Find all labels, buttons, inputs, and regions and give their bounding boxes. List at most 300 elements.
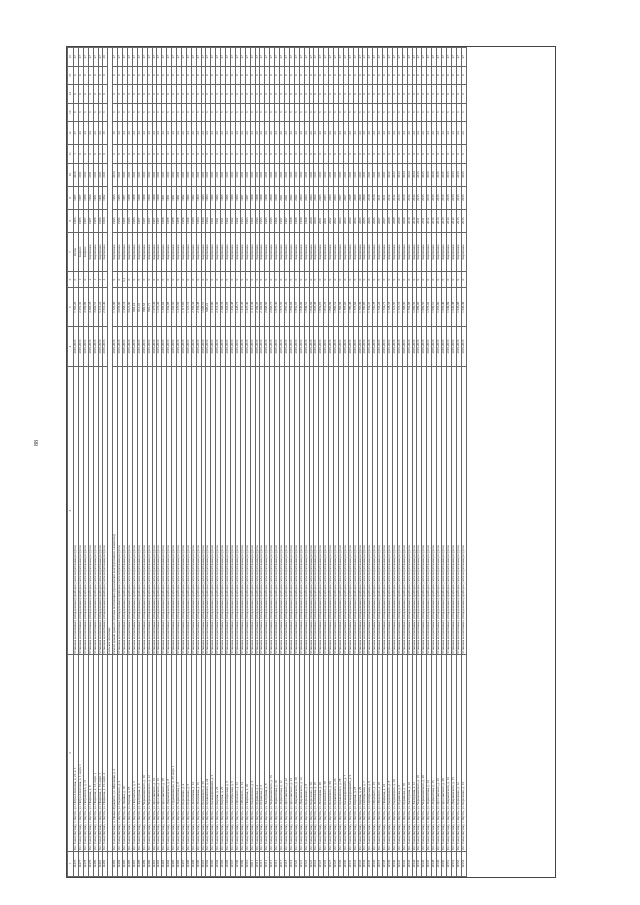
table-cell: 0	[309, 145, 314, 163]
table-cell: 3	[147, 103, 152, 121]
table-cell: 3	[226, 103, 231, 121]
table-cell: 0	[343, 145, 348, 163]
table-cell: 3	[98, 103, 103, 121]
table-cell: 1993	[245, 209, 250, 232]
table-cell: 0	[123, 66, 128, 84]
table-cell: 0	[319, 66, 324, 84]
table-cell: 24	[446, 122, 451, 145]
table-cell: 2016	[451, 163, 456, 186]
table-cell: 1 800,14	[334, 288, 339, 327]
table-cell: 27	[388, 48, 393, 67]
table-cell: 0	[270, 85, 275, 103]
address-cell: Рес. Саха (Якутия), г. Якутск, ул. Ойунского, д. 14	[240, 655, 245, 851]
table-cell: 0	[162, 145, 167, 163]
table-cell: 27	[314, 48, 319, 67]
table-cell: 0	[407, 272, 412, 288]
table-cell: 27	[451, 48, 456, 67]
table-cell: Кирпичное	[461, 232, 466, 271]
table-cell: 0	[250, 272, 255, 288]
table-cell: 0	[388, 272, 393, 288]
table-cell: 27	[231, 48, 236, 67]
table-cell: 14533	[358, 851, 363, 876]
table-cell: 0	[83, 272, 88, 288]
table-cell: 2006	[373, 209, 378, 232]
work-type-cell: Установка коллективных (общедомовых) приборов учета потребления ресурсов	[402, 366, 407, 655]
table-cell: 14490	[147, 851, 152, 876]
table-cell: 2016	[461, 163, 466, 186]
table-cell: 0	[142, 145, 147, 163]
table-cell: 3	[284, 103, 289, 121]
table-cell: 0	[334, 272, 339, 288]
table-cell: 2016-2016	[191, 327, 196, 366]
table-cell: 2011	[177, 163, 182, 186]
work-type-cell: Установка коллективных (общедомовых) приборов учета потребления ресурсов	[157, 366, 162, 655]
table-cell: 0	[74, 103, 79, 121]
table-cell: 0	[157, 85, 162, 103]
address-cell: Рес. Саха (Якутия), г. Якутск, ул. Каландаришвили, д. 9	[348, 655, 353, 851]
table-cell: 27	[196, 48, 201, 67]
table-cell: 2002	[294, 186, 299, 209]
work-type-cell: Установка коллективных (общедомовых) приборов учета потребления ресурсов	[127, 366, 132, 655]
table-cell: 2011	[191, 163, 196, 186]
table-cell: 1990	[196, 209, 201, 232]
table-cell: 0	[338, 145, 343, 163]
table-cell: 14541	[397, 851, 402, 876]
table-cell: 2014	[412, 186, 417, 209]
table-cell: 1991	[167, 186, 172, 209]
table-cell: Кирпичное	[422, 232, 427, 271]
table-cell: 1998	[289, 209, 294, 232]
work-type-cell: Установка коллективных (общедомовых) приборов учета потребления ресурсов	[98, 366, 103, 655]
table-cell: 2016-2016	[456, 327, 461, 366]
table-cell: Кирпичное	[186, 232, 191, 271]
table-cell: 27	[338, 48, 343, 67]
table-cell: 3	[152, 103, 157, 121]
table-cell: 0	[191, 66, 196, 84]
table-cell: 27	[461, 48, 466, 67]
table-cell: 0	[437, 272, 442, 288]
table-cell: Кирпичное	[231, 232, 236, 271]
table-cell: 0	[226, 85, 231, 103]
table-cell: 2006	[329, 186, 334, 209]
column-header: 8	[68, 209, 74, 232]
table-cell: 1 865,20	[284, 288, 289, 327]
table-cell: 0	[88, 66, 93, 84]
table-cell: 2011	[201, 163, 206, 186]
work-type-cell: Установка коллективных (общедомовых) приборов учета потребления ресурсов	[427, 366, 432, 655]
table-cell: Кирпичное	[132, 232, 137, 271]
table-cell: 14550	[441, 851, 446, 876]
table-cell: 27	[83, 48, 88, 67]
table-cell: 0	[177, 145, 182, 163]
table-cell: 0	[137, 272, 142, 288]
table-cell: 1996	[113, 186, 118, 209]
address-cell: Рес. Саха (Якутия), г. Якутск, ул. Халтурина, д. 8	[265, 655, 270, 851]
table-cell: 1996	[235, 186, 240, 209]
table-cell: 1 643,48	[451, 288, 456, 327]
address-cell: Рес. Саха (Якутия), г. Якутск, ул. Дзержинского, д. 8	[167, 655, 172, 851]
table-cell: Кирпичное	[392, 232, 397, 271]
table-cell: 0	[388, 85, 393, 103]
work-type-cell: Установка коллективных (общедомовых) приборов учета потребления ресурсов	[177, 366, 182, 655]
table-cell: 2011	[353, 163, 358, 186]
table-cell: 0	[456, 85, 461, 103]
table-cell: Бетон	[74, 232, 79, 271]
table-cell: Кирпичное	[201, 232, 206, 271]
table-cell: 2016-2016	[98, 327, 103, 366]
table-cell: 4 569,89	[83, 288, 88, 327]
table-cell: 2011	[152, 163, 157, 186]
table-cell: 2016-2016	[142, 327, 147, 366]
table-cell: 0	[265, 145, 270, 163]
table-cell: 1992	[231, 209, 236, 232]
table-cell: 2016-2016	[196, 327, 201, 366]
table-cell: 27	[358, 48, 363, 67]
table-cell: 0	[113, 272, 118, 288]
table-cell: 2011	[314, 163, 319, 186]
table-cell: 2016	[427, 163, 432, 186]
table-cell: 0	[314, 85, 319, 103]
work-type-cell: Установка коллективных (общедомовых) приборов учета потребления ресурсов	[123, 366, 128, 655]
table-cell: 27	[157, 48, 162, 67]
table-cell: 2011	[363, 163, 368, 186]
table-cell: 1996	[231, 186, 236, 209]
table-cell: 14530	[343, 851, 348, 876]
address-cell: Рес. Саха (Якутия), г. Якутск, ул. Лермонтова, д. 14	[427, 655, 432, 851]
table-cell: 1 676,02	[427, 288, 432, 327]
table-cell: 3	[123, 103, 128, 121]
table-cell: 0	[383, 66, 388, 84]
table-cell: 2011	[98, 163, 103, 186]
work-type-cell: Установка коллективных (общедомовых) приборов учета потребления ресурсов	[461, 366, 466, 655]
work-type-cell: Установка коллективных (общедомовых) приборов учета потребления ресурсов	[334, 366, 339, 655]
address-cell: Рес. Саха (Якутия), г. Якутск, ул. Ярославского, д. 24	[289, 655, 294, 851]
table-cell: 1 708,60	[402, 288, 407, 327]
column-header: 12	[68, 122, 74, 145]
table-cell: 27	[319, 48, 324, 67]
table-cell: 14535	[368, 851, 373, 876]
table-cell: 16	[113, 122, 118, 145]
table-cell: 0	[265, 272, 270, 288]
table-cell: 1987	[157, 209, 162, 232]
work-type-cell: Установка коллективных (общедомовых) приборов учета потребления ресурсов	[388, 366, 393, 655]
table-cell: 14523	[309, 851, 314, 876]
table-cell: 3	[142, 103, 147, 121]
table-cell: Кирпичное	[147, 232, 152, 271]
table-cell: 14478	[83, 851, 88, 876]
table-cell: 27	[412, 48, 417, 67]
table-cell: 1 832,94	[309, 288, 314, 327]
table-cell: 0	[132, 145, 137, 163]
table-cell: 27	[343, 48, 348, 67]
work-type-cell: Установка коллективных (общедомовых) приборов учета потребления ресурсов	[181, 366, 186, 655]
table-cell: 0	[289, 66, 294, 84]
table-cell: 3	[304, 103, 309, 121]
table-cell: 24	[127, 122, 132, 145]
table-cell: 2011	[231, 163, 236, 186]
table-cell: Кирпичное	[373, 232, 378, 271]
table-cell: 0	[113, 66, 118, 84]
table-cell: 3	[456, 103, 461, 121]
table-cell: 2014	[407, 186, 412, 209]
table-cell: 0	[417, 145, 422, 163]
table-cell: 2012	[392, 186, 397, 209]
table-cell: 1999	[299, 209, 304, 232]
table-cell: 24	[83, 122, 88, 145]
table-cell: 27	[98, 48, 103, 67]
address-cell: Рес. Саха (Якутия), г. Якутск, ул. Петровского, д. 3	[132, 655, 137, 851]
table-cell: 1993	[206, 186, 211, 209]
table-cell: 0	[353, 66, 358, 84]
table-cell: 1996	[275, 209, 280, 232]
table-cell: 3	[221, 103, 226, 121]
table-cell: 2016	[74, 163, 79, 186]
table-cell: 27	[132, 48, 137, 67]
table-cell: 14492	[157, 851, 162, 876]
table-cell: 0	[402, 85, 407, 103]
table-cell: 0	[422, 85, 427, 103]
table-cell: 2016-2016	[437, 327, 442, 366]
table-cell: 0	[88, 85, 93, 103]
table-cell: 2 316,80	[211, 288, 216, 327]
table-cell: 0	[437, 85, 442, 103]
table-cell: 0	[446, 85, 451, 103]
table-cell: 0	[348, 85, 353, 103]
table-cell: 0	[147, 85, 152, 103]
table-cell: 0	[289, 272, 294, 288]
column-header: 5	[68, 288, 74, 327]
table-cell: 14551	[446, 851, 451, 876]
work-type-cell: Установка коллективных (общедомовых) приборов учета потребления ресурсов	[289, 366, 294, 655]
table-cell: 0	[221, 272, 226, 288]
table-cell: 1 428,71	[235, 288, 240, 327]
table-cell: 0	[402, 272, 407, 288]
table-cell: 2010	[373, 186, 378, 209]
table-cell: Кирпичное	[294, 232, 299, 271]
table-cell: 2011	[373, 163, 378, 186]
table-cell: 0	[456, 272, 461, 288]
table-cell: Кирпичное	[250, 232, 255, 271]
table-cell: 0	[392, 66, 397, 84]
table-cell: 0	[260, 272, 265, 288]
work-type-cell: Установка коллективных (общедомовых) приборов учета потребления ресурсов	[437, 366, 442, 655]
table-cell: 27	[427, 48, 432, 67]
table-cell: 27	[324, 48, 329, 67]
table-cell: 27	[334, 48, 339, 67]
table-cell: 0	[191, 85, 196, 103]
table-cell: 0	[191, 145, 196, 163]
table-cell: 3	[461, 103, 466, 121]
table-cell: 2015	[456, 209, 461, 232]
table-cell: 14534	[363, 851, 368, 876]
table-cell: 0	[226, 145, 231, 163]
table-cell: 2013	[402, 163, 407, 186]
address-cell: Рес. Саха (Якутия), г. Якутск, ул. Короленко, д. 14	[461, 655, 466, 851]
address-cell: Рес. Саха (Якутия), г. Якутск, ул. Кулаковского, д. 28	[338, 655, 343, 851]
table-cell: 0	[446, 272, 451, 288]
table-cell: 0	[378, 145, 383, 163]
table-cell: 3	[437, 103, 442, 121]
table-cell: 24	[235, 122, 240, 145]
table-cell: 0	[103, 145, 108, 163]
table-cell: 27	[245, 48, 250, 67]
table-cell: 1987	[78, 186, 83, 209]
table-cell: 14496	[177, 851, 182, 876]
table-cell: 0	[167, 272, 172, 288]
work-type-cell: Установка коллективных (общедомовых) приборов учета потребления ресурсов	[407, 366, 412, 655]
table-cell: 0	[127, 85, 132, 103]
table-cell: 2011	[417, 209, 422, 232]
table-cell: 2011	[181, 163, 186, 186]
table-cell: 0	[461, 66, 466, 84]
table-cell: 0	[417, 85, 422, 103]
table-cell: 1994	[216, 186, 221, 209]
table-cell: 0	[142, 66, 147, 84]
table-cell: 0	[319, 85, 324, 103]
table-cell: 2009	[397, 209, 402, 232]
table-cell: 24	[334, 122, 339, 145]
table-cell: Кирпичное	[221, 232, 226, 271]
table-cell: 14509	[240, 851, 245, 876]
table-cell: 2011	[343, 163, 348, 186]
table-cell: 24	[309, 122, 314, 145]
work-type-cell: Установка коллективных (общедомовых) приборов учета потребления ресурсов	[221, 366, 226, 655]
table-cell: 3	[196, 103, 201, 121]
table-cell: 14552	[451, 851, 456, 876]
table-cell: Кирпичное	[118, 232, 123, 271]
table-cell: 14495	[172, 851, 177, 876]
table-cell: 2010	[368, 186, 373, 209]
table-cell: Кирпичное	[142, 232, 147, 271]
table-cell: 3	[412, 103, 417, 121]
table-cell: 2016-2016	[363, 327, 368, 366]
table-cell: 0	[142, 272, 147, 288]
work-type-cell: Установка коллективных (общедомовых) приборов учета потребления ресурсов	[456, 366, 461, 655]
table-cell: 3	[132, 103, 137, 121]
table-cell: 2016-2016	[348, 327, 353, 366]
table-cell: 0	[446, 66, 451, 84]
table-cell: 0	[162, 272, 167, 288]
table-row	[461, 48, 466, 877]
table-cell: 0	[196, 272, 201, 288]
table-cell: 0	[216, 145, 221, 163]
table-cell: 1997	[240, 186, 245, 209]
table-cell: 14543	[407, 851, 412, 876]
table-cell: 0	[196, 85, 201, 103]
address-cell: Рес. Саха (Якутия), г. Якутск, ул. Чернышевского, д. 18	[417, 655, 422, 851]
table-cell: 14476	[74, 851, 79, 876]
table-cell: 0	[127, 145, 132, 163]
table-cell: 1990	[206, 209, 211, 232]
table-cell: 0	[304, 272, 309, 288]
address-cell: Рес. Саха (Якутия), г. Якутск, ул. Кулаковского, д. 24	[206, 655, 211, 851]
table-cell: 14548	[432, 851, 437, 876]
table-cell: 1987	[83, 209, 88, 232]
table-cell: 14502	[206, 851, 211, 876]
table-cell: 24	[88, 122, 93, 145]
table-cell: 2011	[299, 163, 304, 186]
table-cell: 0	[270, 272, 275, 288]
table-cell: 2002	[329, 209, 334, 232]
table-cell: 1989	[142, 186, 147, 209]
table-cell: 2016-2016	[294, 327, 299, 366]
table-cell: 0	[358, 85, 363, 103]
table-cell: 0	[177, 66, 182, 84]
table-cell: 0	[299, 145, 304, 163]
table-cell: 1 117,93	[181, 288, 186, 327]
table-cell: 0	[201, 145, 206, 163]
table-cell: 2011	[127, 163, 132, 186]
table-cell: 0	[181, 272, 186, 288]
table-cell: 0	[392, 272, 397, 288]
table-cell: Кирпичное	[343, 232, 348, 271]
table-cell: 0	[93, 145, 98, 163]
work-type-cell: Установка коллективных (общедомовых) приборов учета потребления ресурсов	[186, 366, 191, 655]
table-cell: 2016-2016	[304, 327, 309, 366]
table-cell: 24	[196, 122, 201, 145]
table-cell: 24	[211, 122, 216, 145]
table-cell: 24	[392, 122, 397, 145]
table-cell: 27	[368, 48, 373, 67]
table-cell: 0	[289, 145, 294, 163]
table-cell: 0	[422, 66, 427, 84]
table-cell: 3	[265, 103, 270, 121]
table-cell: 27	[284, 48, 289, 67]
address-cell: Рес. Саха (Якутия), г. Якутск, ул. Белинского, д. 58	[324, 655, 329, 851]
table-cell: 0	[275, 66, 280, 84]
column-header: 1	[68, 851, 74, 876]
table-cell: 2016	[456, 186, 461, 209]
address-cell: Рес. Саха (Якутия), г. Якутск, ул. Лермонтова, д. 12	[280, 655, 285, 851]
table-cell: 2011	[255, 163, 260, 186]
table-cell: 27	[216, 48, 221, 67]
address-cell: Рес. Саха (Якутия), г. Якутск, ул. Пояркова, д. 8	[88, 655, 93, 851]
address-cell: Рес. Саха (Якутия), г. Якутск, ул. Пояркова, д. 20	[245, 655, 250, 851]
table-cell: Кирпичное	[432, 232, 437, 271]
table-cell: 0	[260, 145, 265, 163]
table-cell: 14483	[113, 851, 118, 876]
table-cell: 3	[407, 103, 412, 121]
table-cell: Кирпичное	[383, 232, 388, 271]
table-cell: 1995	[226, 186, 231, 209]
table-cell: 2016-2016	[231, 327, 236, 366]
table-cell: 2000	[314, 209, 319, 232]
address-cell: Рес. Саха (Якутия), г. Якутск, ул. Белинского, д. 56	[201, 655, 206, 851]
table-cell: 0	[324, 272, 329, 288]
table-cell: 24	[456, 122, 461, 145]
table-cell: 1987	[137, 209, 142, 232]
table-cell: 2016	[451, 186, 456, 209]
table-cell: 3	[245, 103, 250, 121]
table-cell: 0	[324, 66, 329, 84]
table-cell: 1 669,51	[432, 288, 437, 327]
table-cell: 0	[407, 85, 412, 103]
table-cell: 1 689,05	[417, 288, 422, 327]
table-cell: 2001	[284, 186, 289, 209]
table-cell: 2011	[83, 163, 88, 186]
table-cell: 0	[284, 66, 289, 84]
table-cell: 3	[299, 103, 304, 121]
address-cell: Рес. Саха (Якутия), г. Якутск, ул. Рыдзинского, д. 8	[388, 655, 393, 851]
table-cell: 2012	[427, 209, 432, 232]
table-cell: 0	[186, 272, 191, 288]
table-cell: 2016-2016	[392, 327, 397, 366]
work-type-cell: Установка коллективных (общедомовых) приборов учета потребления ресурсов	[206, 366, 211, 655]
table-cell: 3	[338, 103, 343, 121]
work-type-cell: Установка коллективных (общедомовых) приборов учета потребления ресурсов	[235, 366, 240, 655]
table-cell: 2013	[397, 186, 402, 209]
table-cell: 27	[294, 48, 299, 67]
